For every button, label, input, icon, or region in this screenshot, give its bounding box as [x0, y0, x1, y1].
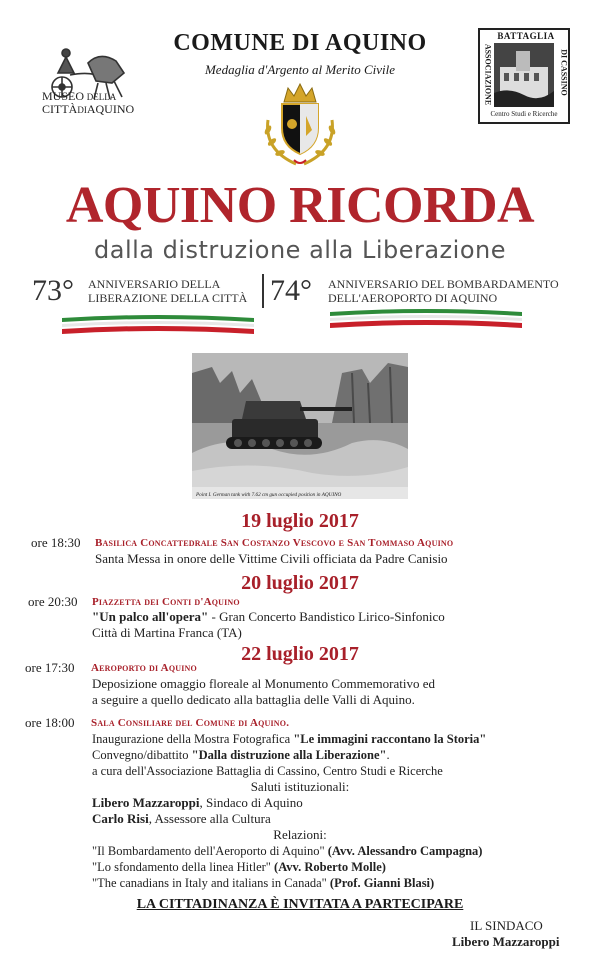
event-time: ore 18:00: [25, 715, 75, 730]
event-time: ore 20:30: [28, 594, 78, 609]
tricolor-ribbon-right: [330, 308, 522, 330]
event-date-22-july: 22 luglio 2017: [241, 643, 359, 665]
museum-name: MUSEO DELLA CITTÀDIAQUINO: [42, 89, 135, 116]
event-description: Santa Messa in onore delle Vittime Civili officiata da Padre Canisio: [95, 551, 448, 566]
event-place: Sala Consiliare del Comune di Aquino.: [91, 717, 290, 729]
event-time: ore 17:30: [25, 660, 75, 675]
anniversary-divider: [262, 274, 264, 308]
crest-icon: [258, 80, 342, 172]
event-place: Aeroporto di Aquino: [91, 662, 197, 674]
event-description: Città di Martina Franca (TA): [92, 625, 242, 640]
event-date-19-july: 19 luglio 2017: [241, 510, 359, 532]
photo-caption: Point I. German tank with 7.62 cm gun occupied position in AQUINO: [196, 492, 342, 498]
abbey-photo-icon: [494, 43, 554, 107]
sala-line-convegno: Convegno/dibattito "Dalla distruzione alla Liberazione".: [92, 748, 390, 762]
main-title: AQUINO RICORDA: [65, 177, 535, 234]
event-place: Basilica Concattedrale San Costanzo Vescovo e San Tommaso Aquino: [95, 537, 454, 549]
assoc-logo-left: ASSOCIAZIONE: [483, 43, 493, 106]
event-description: a seguire a quello dedicato alla battaglia delle Valli di Aquino.: [92, 692, 415, 707]
comune-title: COMUNE DI AQUINO: [173, 30, 427, 56]
event-date-20-july: 20 luglio 2017: [241, 572, 359, 594]
assoc-logo-right: DI CASSINO: [559, 49, 569, 96]
anniversary-74-number: 74°: [270, 274, 312, 307]
main-subtitle: dalla distruzione alla Liberazione: [94, 236, 506, 264]
assoc-logo-top: BATTAGLIA: [497, 31, 555, 41]
anniversary-73-text: ANNIVERSARIO DELLA LIBERAZIONE DELLA CITTÀ: [88, 277, 248, 305]
relazione-2: "Lo sfondamento della linea Hitler" (Avv. Roberto Molle): [92, 860, 386, 874]
event-place: Piazzetta dei Conti d'Aquino: [92, 596, 240, 608]
tricolor-ribbon-left: [62, 314, 254, 336]
relazioni-heading: Relazioni:: [273, 827, 327, 842]
signature-title: IL SINDACO: [470, 918, 543, 933]
anniversary-73-number: 73°: [32, 274, 74, 307]
relazione-1: "Il Bombardamento dell'Aeroporto di Aquino" (Avv. Alessandro Campagna): [92, 844, 483, 858]
assoc-battaglia-logo: [478, 28, 570, 124]
event-time: ore 18:30: [31, 535, 81, 550]
speaker-mayor: Libero Mazzaroppi, Sindaco di Aquino: [92, 795, 303, 810]
assoc-logo-bottom: Centro Studi e Ricerche: [490, 110, 558, 118]
event-description: "Un palco all'opera" - Gran Concerto Bandistico Lirico-Sinfonico: [92, 609, 445, 624]
event-description: Deposizione omaggio floreale al Monumento Commemorativo ed: [92, 676, 435, 691]
historical-tank-photo: [192, 353, 408, 499]
invitation-line: LA CITTADINANZA È INVITATA A PARTECIPARE: [136, 897, 464, 912]
speaker-assessore: Carlo Risi, Assessore alla Cultura: [92, 811, 271, 826]
anniversary-74-text: ANNIVERSARIO DEL BOMBARDAMENTO DELL'AEROPORTO DI AQUINO: [328, 277, 559, 305]
signature-name: Libero Mazzaroppi: [452, 934, 560, 949]
sala-line-mostra: Inaugurazione della Mostra Fotografica "Le immagini raccontano la Storia": [92, 732, 487, 746]
relazione-3: "The canadians in Italy and italians in Canada" (Prof. Gianni Blasi): [92, 876, 435, 890]
sala-line-cura: a cura dell'Associazione Battaglia di Cassino, Centro Studi e Ricerche: [92, 764, 443, 778]
comune-subtitle: Medaglia d'Argento al Merito Civile: [204, 62, 396, 77]
saluti-heading: Saluti istituzionali:: [250, 779, 350, 794]
